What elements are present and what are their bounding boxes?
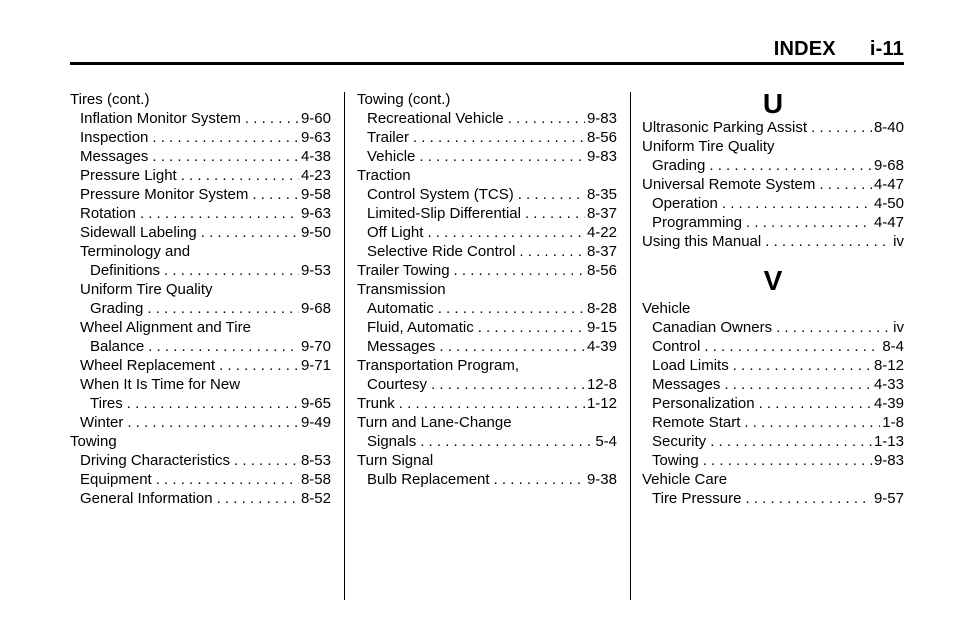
entry-page: 9-70 [300,338,331,355]
index-entry [70,185,331,204]
index-heading: Towing [70,433,117,450]
index-entry [70,489,331,508]
leader-dots [776,318,891,337]
entry-text: Personalization [652,395,755,412]
header-rule [70,62,904,65]
entry-page: 4-23 [300,167,331,184]
leader-dots [454,261,585,280]
entry-page: 8-58 [300,471,331,488]
page-header [774,38,904,61]
leader-dots [152,128,299,147]
entry-text: Control System (TCS) [367,186,514,203]
entry-text: Remote Start [652,414,741,431]
index-entry [642,413,904,432]
index-entry [357,261,617,280]
leader-dots [439,337,585,356]
entry-page: 5-4 [595,433,617,450]
leader-dots [234,451,299,470]
index-entry [357,318,617,337]
index-entry [70,470,331,489]
leader-dots [703,451,872,470]
leader-dots [746,213,872,232]
index-entry [357,185,617,204]
index-entry [357,299,617,318]
index-entry [642,356,904,375]
entry-text: Off Light [367,224,424,241]
entry-text: Canadian Owners [652,319,773,336]
leader-dots [219,356,299,375]
entry-text: Balance [90,338,145,355]
leader-dots [745,489,872,508]
leader-dots [519,242,585,261]
index-subheading: When It Is Time for New [80,376,241,393]
page-number: i-11 [869,38,904,60]
index-entry [357,242,617,261]
leader-dots [765,232,891,251]
index-entry [70,413,331,432]
entry-page: 9-60 [300,110,331,127]
index-entry [70,451,331,470]
entry-page: 8-35 [586,186,617,203]
entry-page: 9-68 [300,300,331,317]
entry-page: 9-83 [586,148,617,165]
index-entry [642,194,904,213]
entry-page: 8-12 [873,357,904,374]
index-heading: Towing (cont.) [357,91,451,108]
entry-page: 9-58 [300,186,331,203]
entry-text: Trailer [367,129,409,146]
entry-page: iv [893,233,904,250]
entry-text: Security [652,433,707,450]
index-entry [357,394,617,413]
entry-text: Limited-Slip Differential [367,205,521,222]
index-heading: Turn and Lane-Change [357,414,512,431]
section-title: INDEX [773,38,836,60]
entry-text: Equipment [80,471,152,488]
entry-page: 8-56 [586,262,617,279]
entry-page: 9-71 [300,357,331,374]
leader-dots [724,375,872,394]
index-entry [642,489,904,508]
leader-dots [431,375,585,394]
index-entry [70,223,331,242]
entry-page: 9-83 [586,110,617,127]
section-letter-v: V [763,265,783,296]
entry-text: Sidewall Labeling [80,224,197,241]
leader-dots [525,204,585,223]
leader-dots [722,194,872,213]
index-heading: Turn Signal [357,452,434,469]
entry-page: 9-38 [586,471,617,488]
leader-dots [518,185,585,204]
leader-dots [148,337,299,356]
v-entries [642,299,904,508]
entry-text: Trailer Towing [357,262,450,279]
leader-dots [811,118,872,137]
entry-text: Signals [367,433,417,450]
entry-text: Control [652,338,701,355]
entry-page: 8-40 [873,119,904,136]
index-entry [642,451,904,470]
entry-text: Tire Pressure [652,490,742,507]
entry-page: 9-49 [300,414,331,431]
entry-text: Courtesy [367,376,428,393]
entry-text: Bulb Replacement [367,471,490,488]
entry-page: 4-50 [873,195,904,212]
entry-page: 4-22 [586,224,617,241]
index-entry [70,299,331,318]
entry-text: Programming [652,214,743,231]
leader-dots [704,337,880,356]
leader-dots [744,413,880,432]
index-entry [70,204,331,223]
entry-page: 8-53 [300,452,331,469]
index-entry [642,318,904,337]
leader-dots [152,147,299,166]
leader-dots [127,413,299,432]
leader-dots [709,156,872,175]
index-heading: Vehicle Care [642,471,728,488]
index-entry [70,261,331,280]
index-heading: Tires (cont.) [70,91,150,108]
entry-page: 8-4 [882,338,904,355]
column-divider [344,92,345,600]
entry-text: Tires [90,395,123,412]
entry-page: 8-37 [586,243,617,260]
entry-text: Ultrasonic Parking Assist [642,119,808,136]
leader-dots [127,394,299,413]
leader-dots [478,318,585,337]
entry-page: 9-53 [300,262,331,279]
index-entry [357,128,617,147]
index-column-1 [70,90,331,508]
index-entry [70,128,331,147]
index-entry [70,394,331,413]
leader-dots [710,432,872,451]
entry-text: Messages [80,148,149,165]
index-entry [357,337,617,356]
leader-dots [494,470,585,489]
leader-dots [217,489,299,508]
leader-dots [508,109,585,128]
index-entry [357,432,617,451]
entry-page: 9-83 [873,452,904,469]
leader-dots [759,394,872,413]
entry-text: Grading [652,157,706,174]
entry-text: Definitions [90,262,161,279]
index-heading: Traction [357,167,411,184]
entry-page: 9-65 [300,395,331,412]
entry-page: 9-50 [300,224,331,241]
index-entry [70,166,331,185]
index-heading: Uniform Tire Quality [642,138,775,155]
entry-text: Pressure Light [80,167,177,184]
entry-page: 9-15 [586,319,617,336]
leader-dots [733,356,872,375]
leader-dots [252,185,299,204]
index-entry [642,394,904,413]
index-entry [357,147,617,166]
index-entry [70,109,331,128]
leader-dots [181,166,299,185]
leader-dots [420,432,593,451]
leader-dots [164,261,299,280]
leader-dots [156,470,299,489]
entry-page: 4-47 [873,214,904,231]
entry-page: 4-39 [586,338,617,355]
index-entry [357,470,617,489]
entry-page: 9-63 [300,205,331,222]
entry-text: Rotation [80,205,136,222]
index-entry [70,147,331,166]
leader-dots [438,299,585,318]
leader-dots [147,299,299,318]
entry-text: Recreational Vehicle [367,110,504,127]
leader-dots [413,128,585,147]
entry-text: Operation [652,195,718,212]
entry-text: Trunk [357,395,395,412]
entry-text: Automatic [367,300,434,317]
index-entry [642,337,904,356]
entry-text: Inspection [80,129,149,146]
leader-dots [419,147,585,166]
index-entry [357,204,617,223]
entry-page: 1-12 [586,395,617,412]
entry-page: 4-33 [873,376,904,393]
index-subheading: Terminology and [80,243,191,260]
entry-text: Towing [652,452,699,469]
index-entry [357,223,617,242]
index-column-2 [357,90,617,489]
entry-page: 9-63 [300,129,331,146]
leader-dots [140,204,299,223]
entry-text: Load Limits [652,357,729,374]
entry-page: 8-28 [586,300,617,317]
section-letter-u: U [762,88,784,119]
entry-page: 8-52 [300,490,331,507]
index-entry [642,156,904,175]
entry-page: 1-13 [873,433,904,450]
entry-text: Winter [80,414,124,431]
entry-page: 12-8 [586,376,617,393]
entry-text: Messages [367,338,436,355]
entry-text: Selective Ride Control [367,243,516,260]
index-subheading: Wheel Alignment and Tire [80,319,251,336]
leader-dots [819,175,872,194]
entry-text: Wheel Replacement [80,357,216,374]
index-heading: Transportation Program, [357,357,520,374]
entry-page: iv [893,319,904,336]
leader-dots [245,109,299,128]
entry-page: 9-68 [873,157,904,174]
index-entry [642,213,904,232]
entry-text: Driving Characteristics [80,452,231,469]
index-entry [642,175,904,194]
leader-dots [427,223,585,242]
entry-text: Fluid, Automatic [367,319,474,336]
index-heading: Vehicle [642,300,691,317]
entry-text: General Information [80,490,213,507]
entry-text: Vehicle [367,148,416,165]
index-entry [642,232,904,251]
entry-text: Using this Manual [642,233,762,250]
entry-page: 8-56 [586,129,617,146]
index-entry [70,356,331,375]
entry-page: 4-38 [300,148,331,165]
index-entry [357,375,617,394]
index-entry [642,118,904,137]
entry-page: 8-37 [586,205,617,222]
entry-text: Pressure Monitor System [80,186,249,203]
entry-text: Messages [652,376,721,393]
entry-page: 4-39 [873,395,904,412]
index-entry [642,432,904,451]
entry-text: Inflation Monitor System [80,110,241,127]
column-divider [630,92,631,600]
index-entry [357,109,617,128]
entry-page: 4-47 [873,176,904,193]
index-entry [642,375,904,394]
index-column-3 [642,90,904,508]
u-entries [642,118,904,251]
index-heading: Transmission [357,281,446,298]
index-entry [70,337,331,356]
index-subheading: Uniform Tire Quality [80,281,213,298]
leader-dots [399,394,585,413]
entry-text: Grading [90,300,144,317]
entry-page: 1-8 [882,414,904,431]
entry-text: Universal Remote System [642,176,816,193]
entry-page: 9-57 [873,490,904,507]
leader-dots [201,223,299,242]
